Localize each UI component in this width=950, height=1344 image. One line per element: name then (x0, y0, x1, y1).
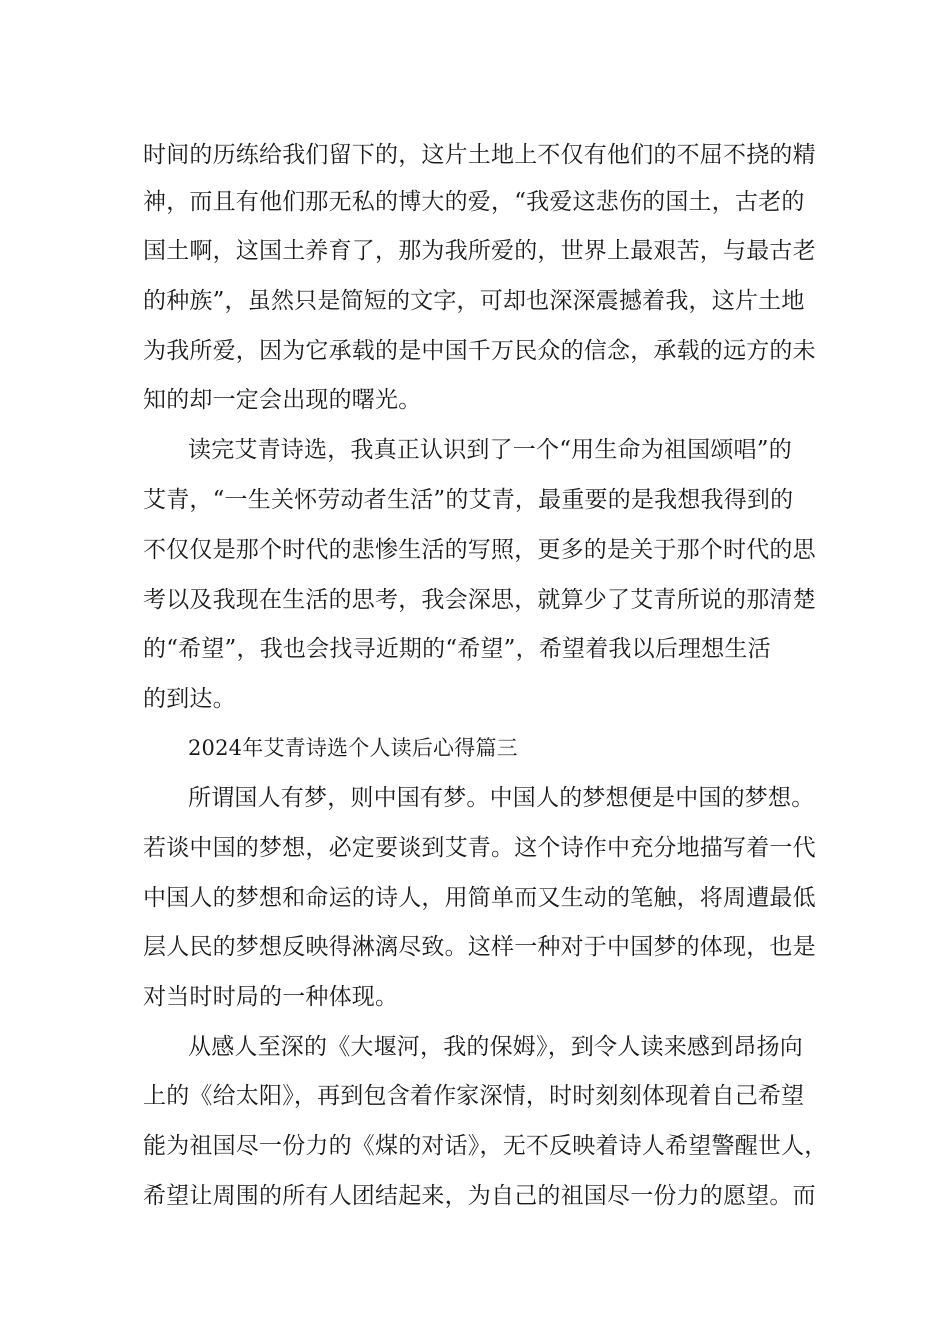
paragraph-line: 时间的历练给我们留下的，这片土地上不仅有他们的不屈不挠的精 (143, 142, 816, 168)
paragraph-line: 考以及我现在生活的思考，我会深思，就算少了艾青所说的那清楚 (143, 587, 816, 613)
paragraph-line: 若谈中国的梦想，必定要谈到艾青。这个诗作中充分地描写着一代 (143, 835, 816, 861)
paragraph-line: 的种族”，虽然只是简短的文字，可却也深深震撼着我，这片土地 (143, 288, 805, 314)
paragraph-line: 神，而且有他们那无私的博大的爱，“我爱这悲伤的国土，古老的 (143, 189, 805, 215)
paragraph-line: 对当时时局的一种体现。 (143, 984, 399, 1010)
paragraph-line: 国土啊，这国土养育了，那为我所爱的，世界上最艰苦，与最古老 (143, 238, 816, 264)
paragraph-line: 知的却一定会出现的曙光。 (143, 387, 422, 413)
paragraph-line: 的“希望”，我也会找寻近期的“希望”，希望着我以后理想生活 (143, 636, 771, 662)
paragraph-line: 希望让周围的所有人团结起来，为自己的祖国尽一份力的愿望。而 (143, 1183, 816, 1209)
paragraph-line: 艾青，“一生关怀劳动者生活”的艾青，最重要的是我想我得到的 (143, 487, 794, 513)
paragraph-line: 不仅仅是那个时代的悲惨生活的写照，更多的是关于那个时代的思 (143, 537, 816, 563)
paragraph-line: 从感人至深的《大堰河，我的保姆》，到令人读来感到昂扬向 (188, 1034, 803, 1060)
paragraph-line: 上的《给太阳》，再到包含着作家深情，时时刻刻体现着自己希望 (143, 1083, 805, 1109)
paragraph-line: 层人民的梦想反映得淋漓尽致。这样一种对于中国梦的体现，也是 (143, 934, 816, 960)
paragraph-line: 能为祖国尽一份力的《煤的对话》，无不反映着诗人希望警醒世人， (143, 1133, 828, 1159)
paragraph-line: 读完艾青诗选，我真正认识到了一个“用生命为祖国颂唱”的 (188, 437, 792, 463)
paragraph-line: 所谓国人有梦，则中国有梦。中国人的梦想便是中国的梦想。 (188, 785, 815, 811)
paragraph-line: 为我所爱，因为它承载的是中国千万民众的信念，承载的远方的未 (143, 338, 816, 364)
paragraph-line: 的到达。 (143, 686, 236, 712)
paragraph-line: 中国人的梦想和命运的诗人，用简单而又生动的笔触，将周遭最低 (143, 885, 816, 911)
section-heading: 2024年艾青诗选个人读后心得篇三 (188, 736, 518, 760)
